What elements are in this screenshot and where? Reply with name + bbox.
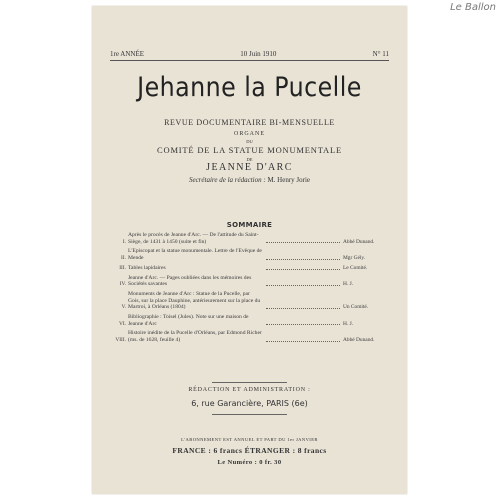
toc-leader — [266, 269, 340, 270]
issue-number: N° 11 — [372, 50, 389, 58]
toc-author: Abbé Dunand. — [343, 337, 375, 344]
secretary-name: M. Henry Jorie — [267, 176, 311, 184]
issue-header — [110, 50, 389, 58]
toc-number: II. — [121, 255, 126, 262]
table-of-contents — [114, 232, 389, 347]
toc-title: Tables lapidaires — [128, 264, 166, 271]
toc-leader — [266, 308, 340, 309]
section-rule — [212, 382, 287, 383]
de-label: DE — [246, 157, 253, 162]
section-rule — [212, 414, 287, 415]
toc-item — [114, 275, 389, 288]
subtitle: REVUE DOCUMENTAIRE BI-MENSUELLE — [164, 118, 335, 127]
magazine-title: Jehanne la Pucelle — [137, 72, 362, 103]
du-label: DU — [246, 139, 253, 144]
toc-author: Le Comité. — [343, 264, 368, 271]
toc-title: Histoire inédite de la Pucelle d'Orléans, par Edmond Richer (ms. de 1628, feuille 4) — [128, 330, 262, 344]
toc-author: Un Comité. — [343, 304, 369, 311]
comite-label: COMITÉ DE LA STATUE MONUMENTALE — [157, 145, 342, 155]
toc-author: Abbé Dunand. — [343, 238, 375, 245]
issue-year: 1re ANNÉE — [110, 50, 145, 58]
jeanne-label: JEANNE D'ARC — [206, 162, 293, 173]
subscription-note: L'ABONNEMENT EST ANNUEL ET PART DU 1er JANVIER — [181, 437, 318, 442]
toc-number: VI. — [118, 320, 126, 327]
header-rule — [110, 60, 389, 61]
toc-title: Jeanne d'Arc. — Pages oubliées dans les mémoires des Sociétés savantes — [128, 274, 252, 288]
secretary-label: Secrétaire de la rédaction : — [188, 176, 266, 184]
toc-item — [114, 314, 389, 327]
toc-item — [114, 232, 389, 245]
toc-number: V. — [121, 304, 126, 311]
toc-title: Après le procès de Jeanne d'Arc. — De l'attitude du Saint-Siège, de 1431 à 1450 (suite et fin) — [128, 232, 259, 245]
toc-title: Bibliographie : Toisel (Jules). Note sur une maison de Jeanne d'Arc — [128, 314, 249, 327]
toc-author: H. J. — [343, 320, 354, 327]
toc-item — [114, 265, 389, 272]
toc-number: I. — [122, 238, 126, 245]
toc-number: III. — [119, 264, 126, 271]
toc-item — [114, 291, 389, 311]
address: 6, rue Garancière, PARIS (6e) — [191, 399, 308, 408]
toc-leader — [266, 341, 340, 342]
toc-title: Monuments de Jeanne d'Arc : Statue de la Pucelle, par Gois, sur la place Dauphine, antérieurement sur la place du Martroi, à Orléans (1804) — [128, 290, 261, 311]
toc-leader — [266, 259, 340, 260]
watermark: Le Ballon — [450, 2, 496, 13]
redaction-label: RÉDACTION ET ADMINISTRATION : — [188, 387, 311, 393]
toc-leader — [266, 324, 340, 325]
toc-number: VIII. — [115, 337, 126, 344]
toc-author: H. J. — [343, 281, 354, 288]
toc-leader — [266, 242, 340, 243]
organe-label: ORGANE — [234, 131, 265, 137]
magazine-cover — [92, 6, 407, 494]
toc-number: IV. — [119, 281, 126, 288]
toc-item — [114, 248, 389, 261]
toc-author: Mgr Gély. — [343, 255, 366, 262]
subscription-prices: FRANCE : 6 francs ÉTRANGER : 8 francs — [172, 446, 327, 455]
issue-price: Le Numéro : 0 fr. 30 — [217, 459, 282, 466]
toc-item — [114, 330, 389, 343]
secretary-line — [92, 176, 407, 184]
sommaire-heading: SOMMAIRE — [226, 221, 273, 229]
toc-leader — [266, 285, 340, 286]
issue-date: 10 Juin 1910 — [240, 50, 277, 58]
toc-title: L'Episcopat et la statue monumentale. Lettre de l'Evêque de Mende — [128, 248, 262, 262]
